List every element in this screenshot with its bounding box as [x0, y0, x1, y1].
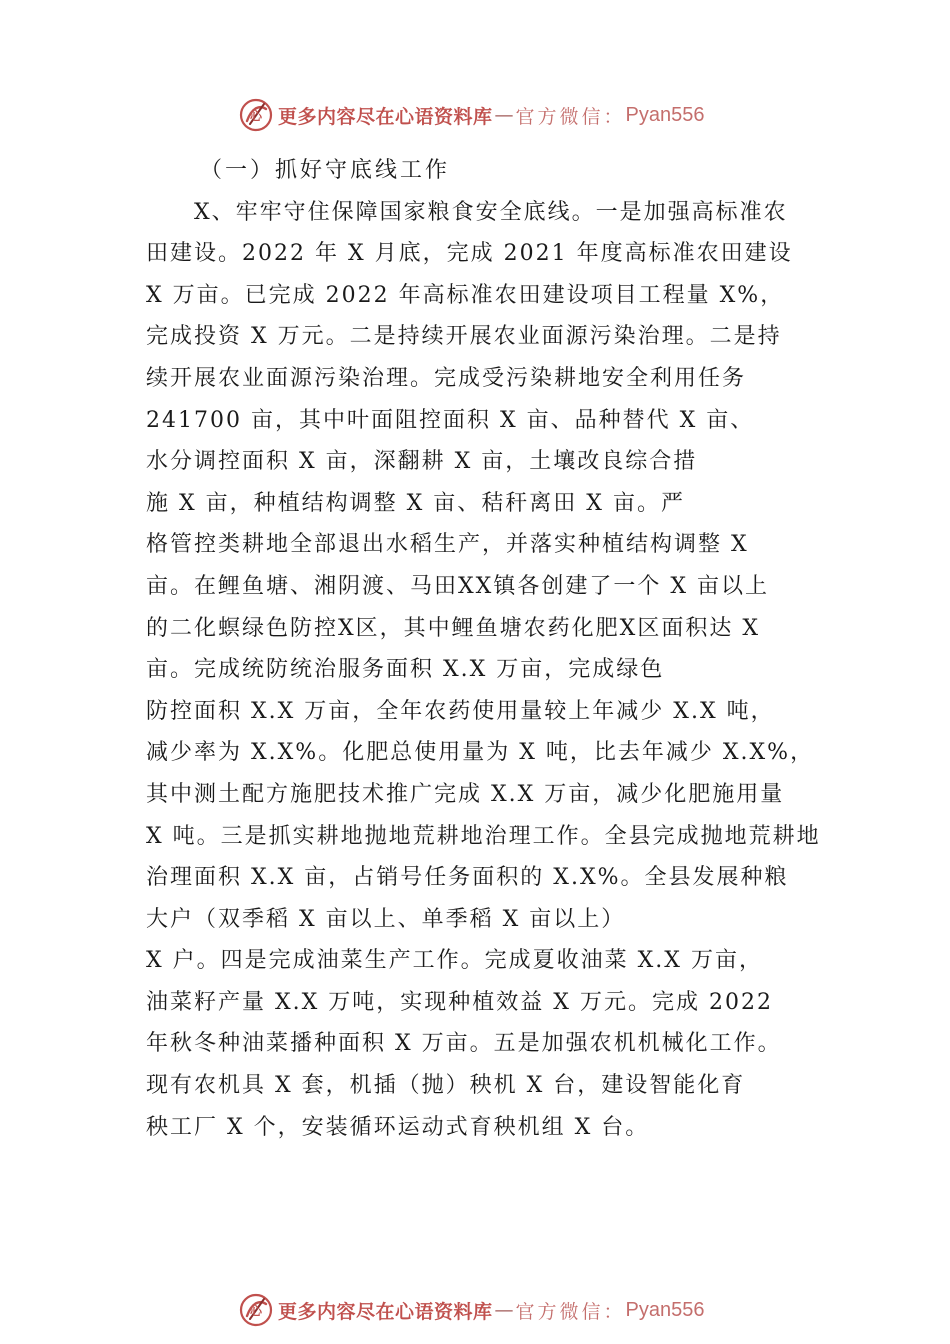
paragraph-line: 现有农机具 X 套，机插（抛）秧机 X 台，建设智能化育 — [146, 1073, 746, 1099]
section-heading: （一）抓好守底线工作 — [200, 158, 451, 183]
paragraph-line: 减少率为 X.X%。化肥总使用量为 X 吨，比去年减少 X.X%， — [146, 740, 815, 766]
paragraph-line: X 吨。三是抓实耕地抛地荒耕地治理工作。全县完成抛地荒耕地 — [146, 823, 821, 849]
svg-text:心: 心 — [249, 109, 263, 123]
svg-text:心: 心 — [249, 1304, 263, 1318]
paragraph-line: 年秋冬种油菜播种面积 X 万亩。五是加强农机机械化工作。 — [146, 1031, 782, 1057]
paragraph-line: 的二化螟绿色防控X区，其中鲤鱼塘农药化肥X区面积达 X — [146, 615, 760, 641]
header-watermark — [238, 95, 705, 135]
watermark-wechat-id: Pyan556 — [625, 103, 705, 126]
watermark-separator: — — [494, 1299, 514, 1321]
paragraph-line: 亩。在鲤鱼塘、湘阴渡、马田XX镇各创建了一个 X 亩以上 — [146, 573, 769, 599]
watermark-wechat-label: 官方微信： — [515, 105, 626, 128]
heart-logo-icon — [238, 1292, 274, 1328]
watermark-text: 更多内容尽在心语资料库 — [278, 1300, 493, 1323]
watermark-wechat-label: 官方微信： — [515, 1300, 626, 1323]
heart-logo-icon — [238, 97, 274, 133]
watermark-separator: — — [494, 104, 514, 126]
paragraph-line: X 万亩。已完成 2022 年高标准农田建设项目工程量 X%， — [146, 282, 785, 308]
paragraph-line: X、牢牢守住保障国家粮食安全底线。一是加强高标准农 — [194, 199, 788, 225]
paragraph-line: X 户。四是完成油菜生产工作。完成夏收油菜 X.X 万亩， — [146, 948, 763, 974]
paragraph-line: 大户（双季稻 X 亩以上、单季稻 X 亩以上） — [146, 906, 626, 932]
paragraph-line: 完成投资 X 万元。二是持续开展农业面源污染治理。二是持 — [146, 324, 782, 350]
footer-watermark — [238, 1290, 705, 1330]
paragraph-line: 防控面积 X.X 万亩，全年农药使用量较上年减少 X.X 吨， — [146, 698, 775, 724]
watermark-text: 更多内容尽在心语资料库 — [278, 105, 493, 128]
paragraph-line: 格管控类耕地全部退出水稻生产，并落实种植结构调整 X — [146, 532, 749, 558]
paragraph-line: 水分调控面积 X 亩，深翻耕 X 亩，土壤改良综合措 — [146, 449, 698, 475]
paragraph-line: 亩。完成统防统治服务面积 X.X 万亩，完成绿色 — [146, 657, 665, 683]
paragraph-line: 施 X 亩，种植结构调整 X 亩、秸秆离田 X 亩。严 — [146, 490, 685, 516]
paragraph-line: 续开展农业面源污染治理。完成受污染耕地安全利用任务 — [146, 365, 747, 391]
document-body — [146, 150, 846, 1148]
paragraph-line: 秧工厂 X 个，安装循环运动式育秧机组 X 台。 — [146, 1114, 650, 1140]
paragraph-line: 油菜籽产量 X.X 万吨，实现种植效益 X 万元。完成 2022 — [146, 989, 773, 1015]
paragraph-line: 其中测土配方施肥技术推广完成 X.X 万亩，减少化肥施用量 — [146, 781, 785, 807]
watermark-wechat-id: Pyan556 — [625, 1298, 705, 1321]
paragraph-line: 治理面积 X.X 亩，占销号任务面积的 X.X%。全县发展种粮 — [146, 865, 789, 891]
paragraph-line: 241700 亩，其中叶面阻控面积 X 亩、品种替代 X 亩、 — [146, 407, 755, 433]
paragraph-line: 田建设。2022 年 X 月底，完成 2021 年度高标准农田建设 — [146, 241, 793, 267]
